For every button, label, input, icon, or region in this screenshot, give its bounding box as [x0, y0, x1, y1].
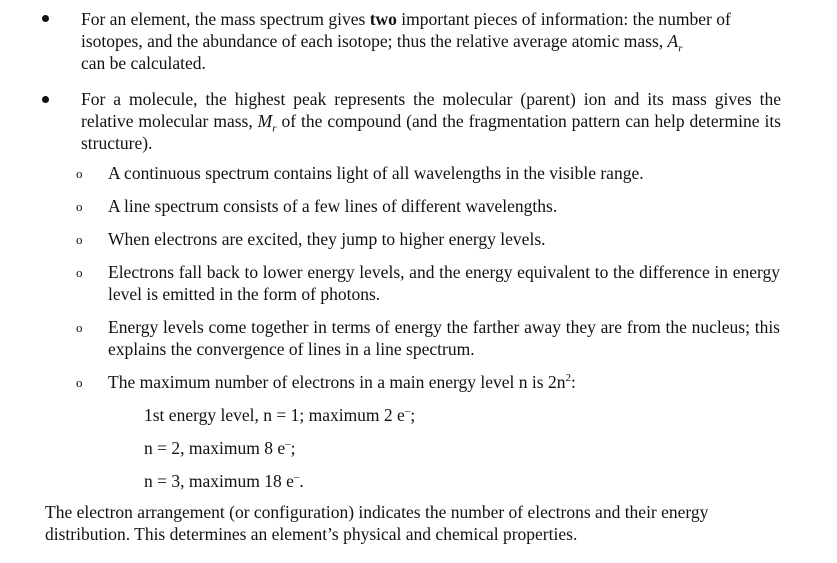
energy-level-3-text: n = 3, maximum 18 e [144, 471, 294, 491]
electron-charge: – [404, 405, 411, 418]
circle-bullet-icon: o [76, 166, 83, 181]
bullet-dot-icon [42, 96, 49, 103]
energy-level-1-end: ; [410, 405, 416, 425]
bullet-2-text-b: of the compound (and the fragmentation pattern can help determine its structure). [81, 111, 781, 153]
circle-bullet-icon: o [76, 375, 83, 390]
bullet-1-text-b: important pieces of information: the number of isotopes, and the abundance of each isotope; thus the relative average atomic mass, [81, 9, 731, 51]
bullet-2-text-a: For a molecule, the highest peak represents the molecular (parent) ion and its mass gives the relative molecular mass, [81, 89, 781, 131]
electron-charge: – [293, 471, 300, 484]
bullet-1-text-a: For an element, the mass spectrum gives [81, 9, 370, 29]
energy-level-2-text: n = 2, maximum 8 e [144, 438, 286, 458]
sub-bullet-3: When electrons are excited, they jump to higher energy levels. [108, 229, 546, 249]
sub-bullet-6 [108, 371, 780, 393]
circle-bullet-icon: o [76, 199, 83, 214]
atomic-mass-symbol: A [667, 31, 679, 51]
energy-level-line-2 [144, 437, 295, 459]
energy-level-line-1 [144, 404, 415, 426]
bullet-paragraph-2 [81, 88, 781, 154]
sub-bullet-4: Electrons fall back to lower energy levels, and the energy equivalent to the difference in energy level is emitted in the form of photons. [108, 262, 780, 304]
circle-bullet-icon: o [76, 232, 83, 247]
max-electrons-exponent: 2 [565, 372, 571, 385]
bullet-1-bold: two [369, 9, 397, 29]
circle-bullet-icon: o [76, 320, 83, 335]
energy-level-2-end: ; [290, 438, 296, 458]
sub-bullet-2: A line spectrum consists of a few lines of different wavelengths. [108, 196, 558, 216]
atomic-mass-subscript: r [678, 42, 683, 55]
electron-charge: – [285, 438, 291, 451]
max-electrons-text: The maximum number of electrons in a main energy level n is 2n [108, 372, 566, 392]
bullet-dot-icon [42, 15, 49, 22]
circle-bullet-icon: o [76, 265, 83, 280]
energy-level-3-end: . [299, 471, 304, 491]
energy-level-line-3 [144, 470, 304, 492]
sub-bullet-1: A continuous spectrum contains light of all wavelengths in the visible range. [108, 163, 644, 183]
molecular-mass-symbol: M [257, 111, 273, 131]
closing-paragraph: The electron arrangement (or configuration) indicates the number of electrons and their energy distribution. This determines an element’s physical and chemical properties. [45, 502, 709, 544]
bullet-1-text-c: can be calculated. [81, 53, 206, 73]
energy-level-1-text: 1st energy level, n = 1; maximum 2 e [144, 405, 405, 425]
molecular-mass-subscript: r [272, 122, 277, 135]
bullet-paragraph-1 [81, 8, 781, 74]
max-electrons-colon: : [570, 372, 576, 392]
sub-bullet-5: Energy levels come together in terms of energy the farther away they are from the nucleus; this explains the convergence of lines in a line spectrum. [108, 317, 780, 359]
